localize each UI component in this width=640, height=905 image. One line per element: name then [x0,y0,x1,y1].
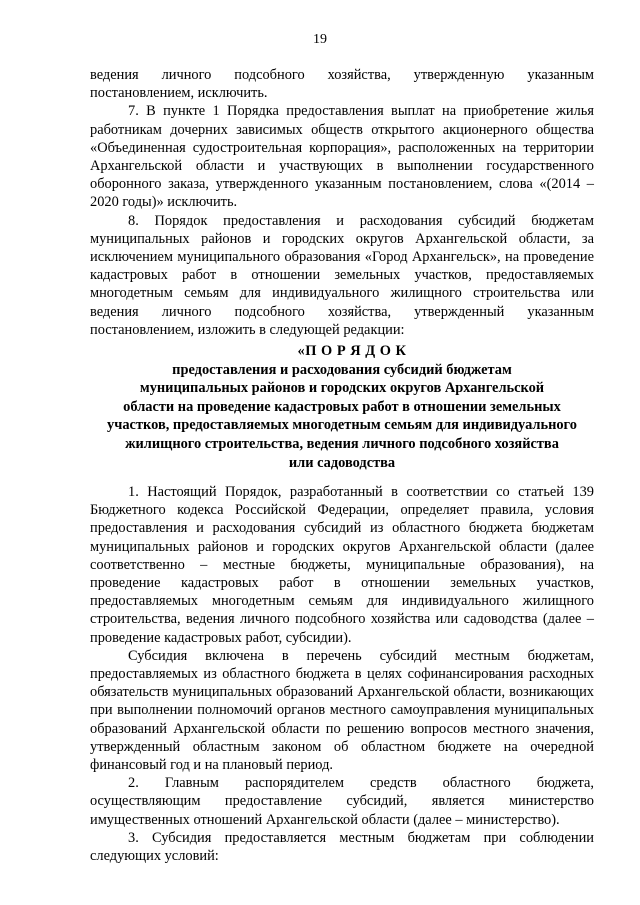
title-line: или садоводства [288,454,396,471]
title-line: жилищного строительства, ведения личного подсобного хозяйства [125,435,559,452]
intro-section [90,66,594,339]
title-line: участков, предоставляемых многодетным семьям для индивидуального [107,417,577,434]
title-line: «П О Р Я Д О К [297,343,407,359]
paragraph-item-7: 7. В пункте 1 Порядка предоставления выплат на приобретение жилья работникам дочерних зависимых обществ открытого акционерного общества «Объединенная судостроительная корпорация», расположенных на территории Архангельской области и участвующих в выполнении государственного оборонного заказа, утвержденного указанным постановлением, слова «(2014 – 2020 годы)» исключить. [90,103,594,211]
paragraph-item-8: 8. Порядок предоставления и расходования субсидий бюджетам муниципальных районов и городских округов Архангельской области, за исключением муниципального образования «Город Архангельск», на проведение кадастровых работ в отношении земельных участков, предоставляемых многодетным семьям для индивидуального жилищного строительства или ведения личного подсобного хозяйства, утвержденный указанным постановлением, изложить в следующей редакции: [90,212,594,338]
title-line: муниципальных районов и городских округов Архангельской [139,380,545,397]
paragraph-item-2: 2. Главным распорядителем средств областного бюджета, осуществляющим предоставление субсидий, является министерство имущественных отношений Архангельской области (далее – министерство). [90,775,594,828]
title-line: области на проведение кадастровых работ в отношении земельных [123,398,561,415]
document-title [90,342,594,472]
order-body [90,483,594,865]
paragraph-continuation: ведения личного подсобного хозяйства, утвержденную указанным постановлением, исключить. [90,67,594,102]
paragraph-item-1: 1. Настоящий Порядок, разработанный в соответствии со статьей 139 Бюджетного кодекса Российской Федерации, определяет правила, условия предоставления и расходования субсидий из областного бюджета бюджетам муниципальных районов и городских округов Архангельской области (далее соответственно – местные бюджеты, муниципальные образования), на проведение кадастровых работ в отношении земельных участков, предоставляемых многодетным семьям для индивидуального жилищного строительства, ведения личного подсобного хозяйства или садоводства (далее – проведение кадастровых работ, субсидии). [90,484,594,646]
paragraph-item-3: 3. Субсидия предоставляется местным бюджетам при соблюдении следующих условий: [90,829,594,865]
page-number: 19 [313,32,327,47]
paragraph-subsidy: Субсидия включена в перечень субсидий местным бюджетам, предоставляемых из областного бюджета в целях софинансирования расходных обязательств муниципальных образований Архангельской области, возникающих при выполнении полномочий органов местного самоуправления муниципальных образований Архангельской области по решению вопросов местного значения, утвержденный областным законом об областном бюджете на очередной финансовый год и на плановый период. [90,647,594,774]
title-line: предоставления и расходования субсидий бюджетам [172,361,512,378]
